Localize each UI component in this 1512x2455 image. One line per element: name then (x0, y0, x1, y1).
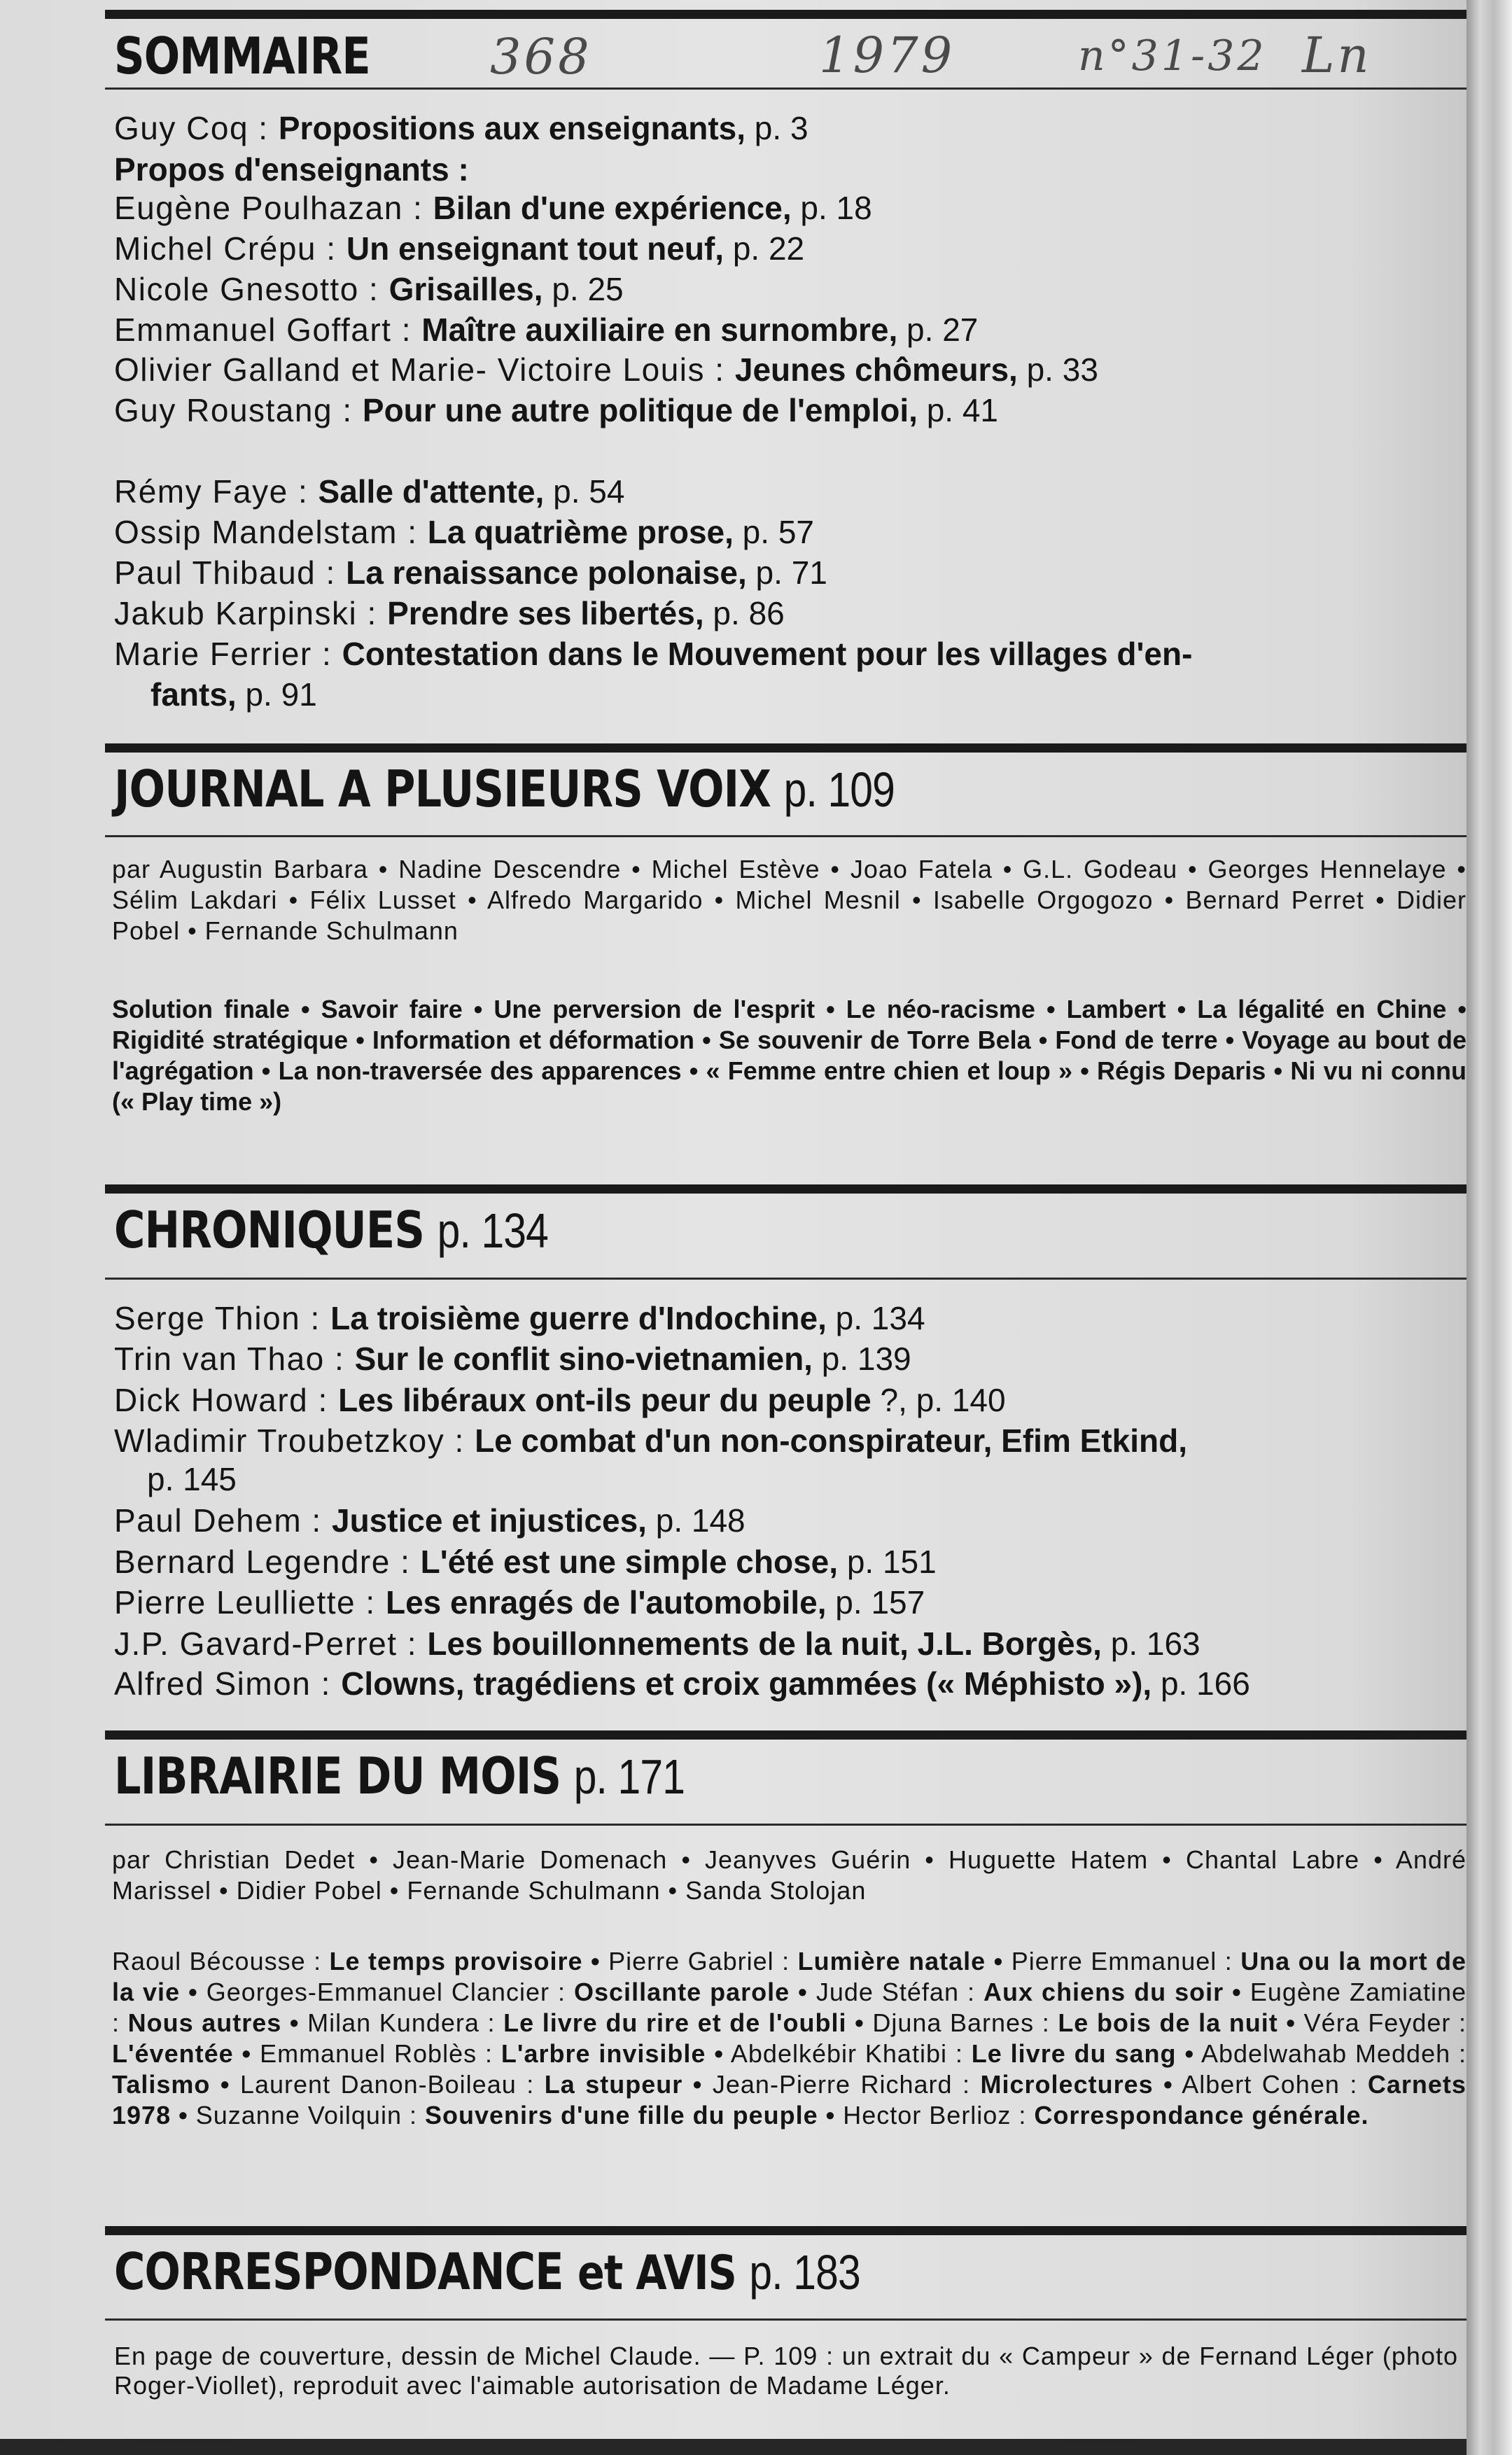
chronique-entry: Serge Thion : La troisième guerre d'Indochine, p. 134 (114, 1300, 925, 1336)
handwritten-note: 368 (490, 28, 592, 85)
journal-topics: Solution finale • Savoir faire • Une perversion de l'esprit • Le néo-racisme • Lambert • La légalité en Chine • Rigidité stratégique • Information et déformation • Se souvenir de Torre Bela • Fond de terre • Voyage au bout de l'agrégation • La non-traversée des apparences • « Femme entre chien et loup » • Régis Deparis • Ni vu ni connu (« Play time ») (112, 995, 1466, 1116)
toc-entry: Eugène Poulhazan : Bilan d'une expérience, p. 18 (114, 190, 872, 226)
sommaire-heading: SOMMAIRE (114, 27, 370, 85)
handwritten-note: Ln (1302, 27, 1372, 84)
chronique-entry: Paul Dehem : Justice et injustices, p. 148 (114, 1502, 746, 1539)
journal-contributors: par Augustin Barbara • Nadine Descendre • Michel Estève • Joao Fatela • G.L. Godeau • Georges Hennelaye • Sélim Lakdari • Félix Lusset • Alfredo Margarido • Michel Mesnil • Isabelle Orgogozo • Bernard Perret • Didier Pobel • Fernande Schulmann (112, 855, 1466, 945)
rule (105, 1730, 1466, 1740)
rule (105, 2318, 1466, 2321)
rule (105, 2226, 1466, 2235)
toc-entry: Ossip Mandelstam : La quatrième prose, p. 57 (114, 514, 814, 550)
rule-top (105, 10, 1466, 19)
chronique-entry: Trin van Thao : Sur le conflit sino-vietnamien, p. 139 (114, 1341, 911, 1377)
toc-entry: Guy Coq : Propositions aux enseignants, p. 3 (114, 110, 808, 146)
toc-entry: Emmanuel Goffart : Maître auxiliaire en surnombre, p. 27 (114, 312, 979, 348)
chronique-entry: J.P. Gavard-Perret : Les bouillonnements de la nuit, J.L. Borgès, p. 163 (114, 1625, 1200, 1662)
toc-entry: Rémy Faye : Salle d'attente, p. 54 (114, 473, 625, 510)
journal-heading: JOURNAL A PLUSIEURS VOIX p. 109 (114, 760, 895, 818)
toc-entry: Jakub Karpinski : Prendre ses libertés, p. 86 (114, 595, 785, 631)
toc-entry: fants, p. 91 (150, 676, 317, 713)
chronique-entry: p. 145 (147, 1461, 237, 1497)
toc-entry: Guy Roustang : Pour une autre politique de l'emploi, p. 41 (114, 392, 999, 428)
rule (105, 88, 1466, 90)
rule (105, 1824, 1466, 1826)
rule (105, 835, 1466, 837)
page-edge (1466, 0, 1512, 2455)
chroniques-heading: CHRONIQUES p. 134 (114, 1201, 549, 1259)
page-shadow (0, 2439, 1466, 2455)
librairie-heading: LIBRAIRIE DU MOIS p. 171 (114, 1747, 685, 1805)
handwritten-note: n°31-32 (1078, 32, 1267, 81)
toc-entry: Olivier Galland et Marie- Victoire Louis : Jeunes chômeurs, p. 33 (114, 351, 1098, 388)
chronique-entry: Bernard Legendre : L'été est une simple chose, p. 151 (114, 1544, 937, 1580)
rule (105, 743, 1466, 753)
handwritten-note: 1979 (819, 27, 955, 84)
rule (105, 1278, 1466, 1280)
chronique-entry: Pierre Leulliette : Les enragés de l'automobile, p. 157 (114, 1584, 925, 1621)
toc-entry: Paul Thibaud : La renaissance polonaise, p. 71 (114, 554, 827, 591)
toc-entry: Nicole Gnesotto : Grisailles, p. 25 (114, 271, 624, 307)
librairie-reviews: Raoul Bécousse : Le temps provisoire • Pierre Gabriel : Lumière natale • Pierre Emmanuel : Una ou la mort de la vie • Georges-Emmanuel Clancier : Oscillante parole • Jude Stéfan : Aux chiens du soir • Eugène Zamiatine : Nous autres • Milan Kundera : Le livre du rire et de l'oubli • Djuna Barnes : Le bois de la nuit • Véra Feyder : L'éventée • Emmanuel Roblès : L'arbre invisible • Abdelkébir Khatibi : Le livre du sang • Abdelwahab Meddeh : Talismo • Laurent Danon-Boileau : La stupeur • Jean-Pierre Richard : Microlectures • Albert Cohen : Carnets 1978 • Suzanne Voilquin : Souvenirs d'une fille du peuple • Hector Berlioz : Correspondance générale. (112, 1947, 1466, 2129)
chronique-entry: Alfred Simon : Clowns, tragédiens et croix gammées (« Méphisto »), p. 166 (114, 1665, 1250, 1702)
cover-credit-footnote: En page de couverture, dessin de Michel Claude. — P. 109 : un extrait du « Campeur » de Fernand Léger (photo Roger-Viollet), reproduit avec l'aimable autorisation de Madame Léger. (114, 2342, 1458, 2400)
toc-entry: Michel Crépu : Un enseignant tout neuf, p. 22 (114, 230, 805, 267)
rule (105, 1184, 1466, 1194)
chronique-entry: Dick Howard : Les libéraux ont-ils peur du peuple ?, p. 140 (114, 1382, 1006, 1418)
toc-entry: Propos d'enseignants : (114, 151, 469, 188)
chronique-entry: Wladimir Troubetzkoy : Le combat d'un non-conspirateur, Efim Etkind, (114, 1422, 1187, 1459)
librairie-contributors: par Christian Dedet • Jean-Marie Domenach • Jeanyves Guérin • Huguette Hatem • Chantal Labre • André Marissel • Didier Pobel • Fernande Schulmann • Sanda Stolojan (112, 1845, 1466, 1905)
toc-entry: Marie Ferrier : Contestation dans le Mouvement pour les villages d'en- (114, 636, 1193, 672)
correspondance-heading: CORRESPONDANCE et AVIS p. 183 (114, 2242, 860, 2301)
